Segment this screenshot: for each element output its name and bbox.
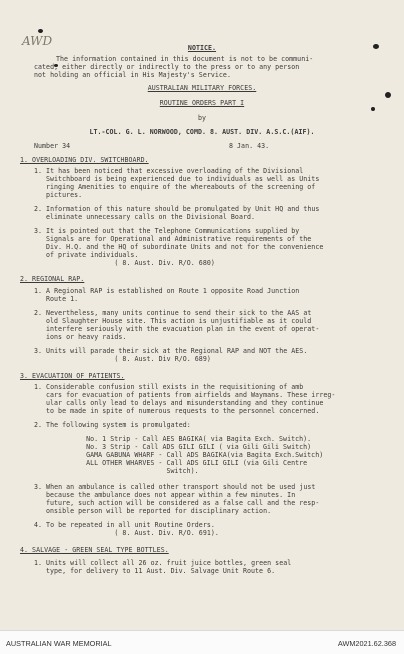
section-text: because the ambulance does not appear within a few minutes. In [46,491,296,499]
section-heading: 1. OVERLOADING DIV. SWITCHBOARD. [20,156,149,164]
section-text: Switch). [70,467,199,475]
section-heading: 4. SALVAGE - GREEN SEAL TYPE BOTTLES. [20,546,169,554]
section-text: Switchboard is being experienced due to individuals as well as Units [46,175,320,183]
force-title: AUSTRALIAN MILITARY FORCES. [147,84,257,92]
section-text: to be made in spite of numerous requests to the personnel concerned. [46,407,320,415]
notice-title: NOTICE. [187,44,217,52]
notice-line: The information contained in this document is not to be communi- [56,55,314,63]
footer-bar [0,630,404,654]
section-heading: 3. EVACUATION OF PATIENTS. [20,372,125,380]
section-text: interfere seriously with the evacuation plan in the event of operat- [46,325,320,333]
section-text: No. 3 Strip - Call ADS GILI GILI ( via Gili Gili Switch) [70,443,312,451]
section-text: 3. It is pointed out that the Telephone Communications supplied by [34,227,300,235]
section-text: type, for delivery to 11 Aust. Div. Salvage Unit Route 6. [46,567,276,575]
section-ref: ( 8. Aust. Div. R/O. 691). [34,529,219,537]
section-ref: ( 8. Aust. Div. R/O. 680) [34,259,215,267]
commander-line: LT.-COL. G. L. NORWOOD, COMD. 8. AUST. DIV. A.S.C.(AIF). [89,128,315,136]
section-text: eliminate unnecessary calls on the Divisional Board. [46,213,256,221]
notice-line: cated, either directly or indirectly to the press or to any person [34,63,300,71]
section-text: 2. Nevertheless, many units continue to send their sick to the AAS at [34,309,312,317]
section-text: 3. Units will parade their sick at the Regional RAP and NOT the AES. [34,347,308,355]
section-text: 1. It has been noticed that excessive overloading of the Divisional [34,167,304,175]
section-text: 2. The following system is promulgated: [34,421,191,429]
ink-blot [371,107,375,111]
section-text: No. 1 Strip - Call AES BAGIKA( via Bagita Exch. Switch). [70,435,312,443]
section-text: ions or heavy raids. [46,333,127,341]
section-text: 2. Information of this nature should be promulgated by Unit HQ and thus [34,205,320,213]
section-text: 3. When an ambulance is called other transport should not be used just [34,483,316,491]
section-text: of private individuals. [46,251,139,259]
notice-line: not holding an official in His Majesty's Service. [34,71,231,79]
section-ref: ( 8. Aust. Div R/O. 689) [34,355,211,363]
ink-blot [38,29,43,33]
section-text: 1. A Regional RAP is established on Route 1 opposite Road Junction [34,287,300,295]
section-text: pictures. [46,191,83,199]
section-text: 1. Considerable confusion still exists in the requisitioning of amb [34,383,304,391]
section-text: cars for evacuation of patients from airfields and Waymans. These irreg- [46,391,336,399]
by-line: by [197,114,207,122]
footer-source: AUSTRALIAN WAR MEMORIAL [6,639,112,648]
section-heading: 2. REGIONAL RAP. [20,275,85,283]
section-text: GAMA GABUNA WHARF - Call ADS BAGIKA(via Bagita Exch.Switch) [70,451,324,459]
section-text: ular calls only lead to delays and misunderstanding and they continue [46,399,324,407]
ink-blot [385,92,391,98]
section-text: Div. H.Q. and the HQ of subordinate Units and not for the convenience [46,243,324,251]
section-text: Route 1. [46,295,79,303]
section-text: ALL OTHER WHARVES - Call ADS GILI GILI (via Gili Centre [70,459,308,467]
order-date: 8 Jan. 43. [229,142,270,150]
stamp: AWD [22,34,53,48]
section-text: 1. Units will collect all 26 oz. fruit juice bottles, green seal [34,559,292,567]
order-number: Number 34 [34,142,71,150]
section-text: 4. To be repeated in all unit Routine Orders. [34,521,215,529]
section-text: Signals are for Operational and Administrative requirements of the [46,235,312,243]
section-text: onsible person will be reported for disciplinary action. [46,507,272,515]
section-text: future, such action will be considered as a false call and the resp- [46,499,320,507]
section-text: ringing Amenities to enquire of the whereabouts of the screening of [46,183,316,191]
orders-title: ROUTINE ORDERS PART I [159,99,245,107]
section-text: old Slaughter House site. This action is unjustifiable as it could [46,317,312,325]
footer-reference: AWM2021.62.368 [337,639,396,648]
